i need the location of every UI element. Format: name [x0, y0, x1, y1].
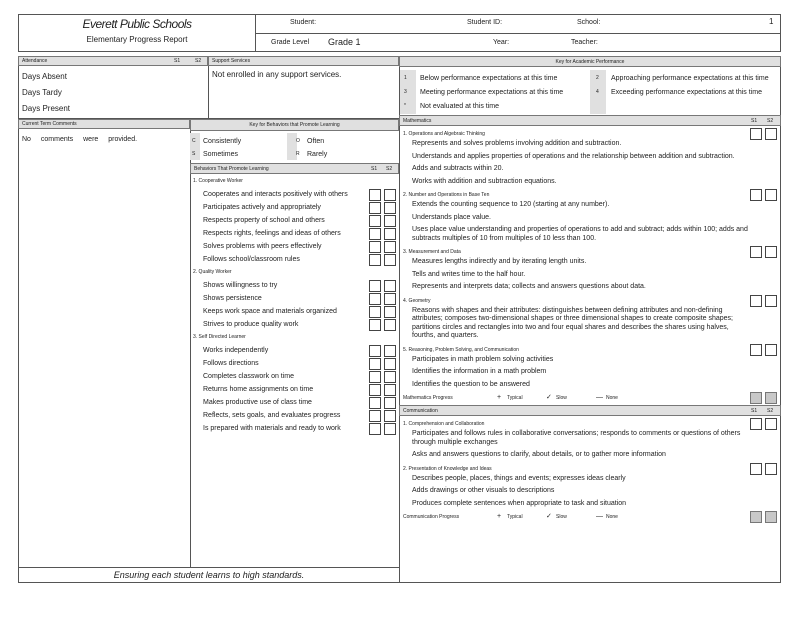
student-id-label: Student ID: [467, 19, 503, 26]
behavior-item: Is prepared with materials and ready to work [203, 425, 341, 432]
grade-level-label: Grade Level [271, 39, 310, 46]
academic-key-header: Key for Academic Performance [555, 59, 625, 65]
behaviors-key-header: Key for Behaviors that Promote Learning [249, 122, 340, 128]
math-standard-item: Identifies the information in a math problem [412, 368, 547, 375]
behaviors-s1-label: S1 [371, 166, 378, 172]
communication-s1-grade-box [750, 463, 762, 475]
behavior-s2-grade-box [384, 280, 396, 292]
behavior-s2-grade-box [384, 202, 396, 214]
behaviors-key-label: Rarely [307, 151, 328, 158]
math-progress-symbol: — [596, 394, 603, 401]
academic-key-code: 4 [596, 89, 599, 95]
footer-motto: Ensuring each student learns to high standards. [113, 570, 305, 580]
communication-header-bar [399, 405, 781, 416]
behavior-s1-grade-box [369, 280, 381, 292]
behavior-item: Reflects, sets goals, and evaluates progress [203, 412, 341, 419]
communication-group-title: 2. Presentation of Knowledge and Ideas [403, 465, 492, 472]
behavior-s1-grade-box [369, 345, 381, 357]
math-s1-grade-box [750, 246, 762, 258]
report-title: Elementary Progress Report [86, 35, 188, 44]
attendance-s2-label: S2 [195, 58, 202, 64]
behaviors-key-label: Sometimes [203, 151, 239, 158]
behavior-group-title: 3. Self Directed Learner [193, 334, 246, 340]
behavior-item: Makes productive use of class time [203, 399, 312, 406]
communication-progress-key-label: Typical [507, 514, 523, 520]
math-standard-item: Extends the counting sequence to 120 (starting at any number). [412, 201, 610, 208]
support-header: Support Services [212, 58, 251, 64]
school-name: Everett Public Schools [82, 17, 192, 31]
behaviors-key-code: O [296, 138, 300, 144]
behavior-s2-grade-box [384, 228, 396, 240]
communication-s2-label: S2 [767, 408, 774, 414]
behavior-s1-grade-box [369, 371, 381, 383]
behavior-item: Follows directions [203, 360, 259, 367]
math-standard-item: Tells and writes time to the half hour. [412, 270, 526, 278]
communication-header: Communication [403, 408, 438, 414]
math-standard-item: Represents and solves problems involving addition and subtraction. [412, 140, 622, 147]
behavior-s1-grade-box [369, 241, 381, 253]
attendance-s1-label: S1 [174, 58, 181, 64]
page-number: 1 [769, 17, 774, 26]
attendance-row-label: Days Present [22, 104, 71, 113]
math-standard-item: Adds and subtracts within 20. [412, 165, 504, 172]
comments-text: No comments were provided. [22, 136, 138, 143]
math-progress-symbol: ✓ [546, 394, 552, 401]
communication-progress-s1-box [750, 511, 762, 523]
behavior-s2-grade-box [384, 319, 396, 331]
grade-value: Grade 1 [328, 37, 361, 47]
behavior-s1-grade-box [369, 202, 381, 214]
behavior-s2-grade-box [384, 371, 396, 383]
behavior-item: Completes classwork on time [203, 373, 295, 380]
behavior-s1-grade-box [369, 358, 381, 370]
math-standard-item: Understands place value. [412, 213, 491, 221]
behavior-s1-grade-box [369, 319, 381, 331]
behavior-item: Respects rights, feelings and ideas of others [203, 230, 341, 237]
math-group-title: 5. Reasoning, Problem Solving, and Communication [403, 346, 519, 353]
communication-progress-key-label: None [606, 514, 618, 520]
communication-progress-symbol: ✓ [546, 513, 552, 520]
behavior-item: Keeps work space and materials organized [203, 308, 337, 315]
behavior-group-title: 2. Quality Worker [193, 269, 232, 275]
math-s1-grade-box [750, 128, 762, 140]
communication-standard-item: Asks and answers questions to clarify, about details, or to gather more information [412, 451, 666, 458]
math-group-title: 2. Number and Operations in Base Ten [403, 192, 490, 198]
behavior-item: Shows willingness to try [203, 282, 278, 289]
math-group-title: 3. Measurement and Data [403, 249, 461, 255]
math-progress-s1-box [750, 392, 762, 404]
academic-key-code: 1 [404, 75, 407, 81]
academic-key-label: Approaching performance expectations at this time [611, 75, 769, 82]
behavior-s2-grade-box [384, 423, 396, 435]
math-s1-grade-box [750, 344, 762, 356]
behavior-item: Solves problems with peers effectively [203, 243, 322, 250]
communication-progress-label: Communication Progress [403, 514, 460, 520]
communication-group-title: 1. Comprehension and Collaboration [403, 421, 485, 427]
communication-standard-item: Participates and follows rules in collaborative conversations; responds to comments or questions of others through multiple exchanges [412, 430, 741, 446]
behavior-s1-grade-box [369, 410, 381, 422]
math-standard-item: Uses place value understanding and properties of operations to add and subtract; adds within 100; adds and subtracts multiples of 10 from multiples of 10 less than 100. [412, 226, 748, 242]
academic-key-code: 2 [596, 75, 599, 81]
behavior-item: Follows school/classroom rules [203, 256, 300, 263]
behavior-s2-grade-box [384, 345, 396, 357]
math-standard-item: Reasons with shapes and their attributes: distinguishes between defining attributes and non-defining attributes; composes two-dimensional shapes or three dimensional shapes to create composite shapes; partitions circles and rectangles into two and four equal shares and describes the shares using halves, fourths, and quarters. [412, 306, 734, 339]
communication-s2-grade-box [765, 418, 777, 430]
math-s2-grade-box [765, 295, 777, 307]
communication-s1-grade-box [750, 418, 762, 430]
academic-key-label: Exceeding performance expectations at this time [611, 89, 762, 96]
behavior-s2-grade-box [384, 384, 396, 396]
behaviors-key-code: R [296, 151, 300, 157]
math-header-bar [399, 115, 781, 126]
behavior-s1-grade-box [369, 423, 381, 435]
attendance-col-label: Attendance [22, 58, 48, 64]
behaviors-key-label: Consistently [203, 138, 242, 145]
behavior-s1-grade-box [369, 384, 381, 396]
math-standard-item: Works with addition and subtraction equations. [412, 177, 557, 185]
behavior-item: Shows persistence [203, 295, 262, 302]
academic-key-label: Meeting performance expectations at this time [420, 89, 564, 96]
behaviors-key-label: Often [307, 138, 325, 145]
communication-s1-label: S1 [751, 408, 758, 414]
math-s2-grade-box [765, 344, 777, 356]
behavior-s2-grade-box [384, 215, 396, 227]
behavior-s2-grade-box [384, 254, 396, 266]
behavior-s1-grade-box [369, 293, 381, 305]
math-s1-label: S1 [751, 118, 758, 124]
behavior-s2-grade-box [384, 397, 396, 409]
behavior-s1-grade-box [369, 397, 381, 409]
math-s1-grade-box [750, 189, 762, 201]
behavior-group-title: 1. Cooperative Worker [193, 178, 243, 184]
communication-progress-key-label: Slow [556, 514, 567, 520]
academic-key-code: 3 [404, 89, 407, 95]
communication-progress-s2-box [765, 511, 777, 523]
math-standard-item: Understands and applies properties of operations and the relationship between addition and subtraction. [412, 152, 735, 160]
behavior-s2-grade-box [384, 189, 396, 201]
behavior-item: Participates actively and appropriately [203, 204, 321, 211]
attendance-row-label: Days Absent [22, 72, 67, 81]
behaviors-key-code: S [192, 151, 196, 157]
school-label: School: [577, 19, 601, 26]
math-header: Mathematics [403, 118, 432, 124]
behavior-s1-grade-box [369, 215, 381, 227]
math-standard-item: Participates in math problem solving activities [412, 355, 554, 363]
behaviors-key-code: C [192, 138, 196, 144]
behavior-s1-grade-box [369, 228, 381, 240]
behaviors-header: Behaviors That Promote Learning [194, 166, 269, 172]
math-progress-label: Mathematics Progress [403, 395, 453, 401]
math-group-title: 1. Operations and Algebraic Thinking [403, 131, 485, 137]
behavior-s1-grade-box [369, 254, 381, 266]
math-progress-key-label: Typical [507, 395, 523, 401]
communication-progress-symbol: — [596, 513, 603, 520]
math-progress-symbol: + [497, 394, 502, 401]
math-s2-label: S2 [767, 118, 774, 124]
math-standard-item: Represents and interprets data; collects and answers questions about data. [412, 283, 646, 290]
communication-standard-item: Produces complete sentences when appropriate to task and situation [412, 499, 627, 507]
math-s2-grade-box [765, 246, 777, 258]
math-s2-grade-box [765, 189, 777, 201]
behavior-item: Cooperates and interacts positively with others [203, 191, 348, 198]
communication-s2-grade-box [765, 463, 777, 475]
behavior-s1-grade-box [369, 189, 381, 201]
math-group-title: 4. Geometry [403, 297, 431, 304]
student-label: Student: [290, 19, 317, 26]
attendance-row-label: Days Tardy [22, 88, 62, 97]
behaviors-s2-label: S2 [386, 166, 393, 172]
academic-key-label: Below performance expectations at this time [420, 75, 558, 82]
behavior-s2-grade-box [384, 410, 396, 422]
comments-header: Current Term Comments [22, 121, 77, 127]
behavior-s2-grade-box [384, 241, 396, 253]
math-standard-item: Identifies the question to be answered [412, 380, 530, 388]
behavior-s2-grade-box [384, 306, 396, 318]
behavior-item: Strives to produce quality work [203, 321, 299, 328]
year-label: Year: [493, 39, 510, 46]
math-progress-key-label: Slow [556, 395, 567, 401]
academic-key-code: * [404, 103, 406, 109]
behavior-s2-grade-box [384, 358, 396, 370]
behavior-s1-grade-box [369, 306, 381, 318]
math-progress-s2-box [765, 392, 777, 404]
math-progress-key-label: None [606, 395, 618, 401]
behavior-item: Respects property of school and others [203, 217, 325, 224]
teacher-label: Teacher: [571, 39, 598, 46]
behavior-item: Returns home assignments on time [203, 386, 314, 393]
math-s2-grade-box [765, 128, 777, 140]
academic-key-label: Not evaluated at this time [420, 103, 499, 110]
math-standard-item: Measures lengths indirectly and by iterating length units. [412, 258, 587, 265]
behavior-item: Works independently [203, 347, 269, 354]
communication-standard-item: Adds drawings or other visuals to descriptions [412, 487, 555, 494]
communication-standard-item: Describes people, places, things and events; expresses ideas clearly [412, 474, 626, 482]
support-text: Not enrolled in any support services. [212, 70, 342, 79]
communication-progress-symbol: + [497, 513, 502, 520]
behavior-s2-grade-box [384, 293, 396, 305]
math-s1-grade-box [750, 295, 762, 307]
